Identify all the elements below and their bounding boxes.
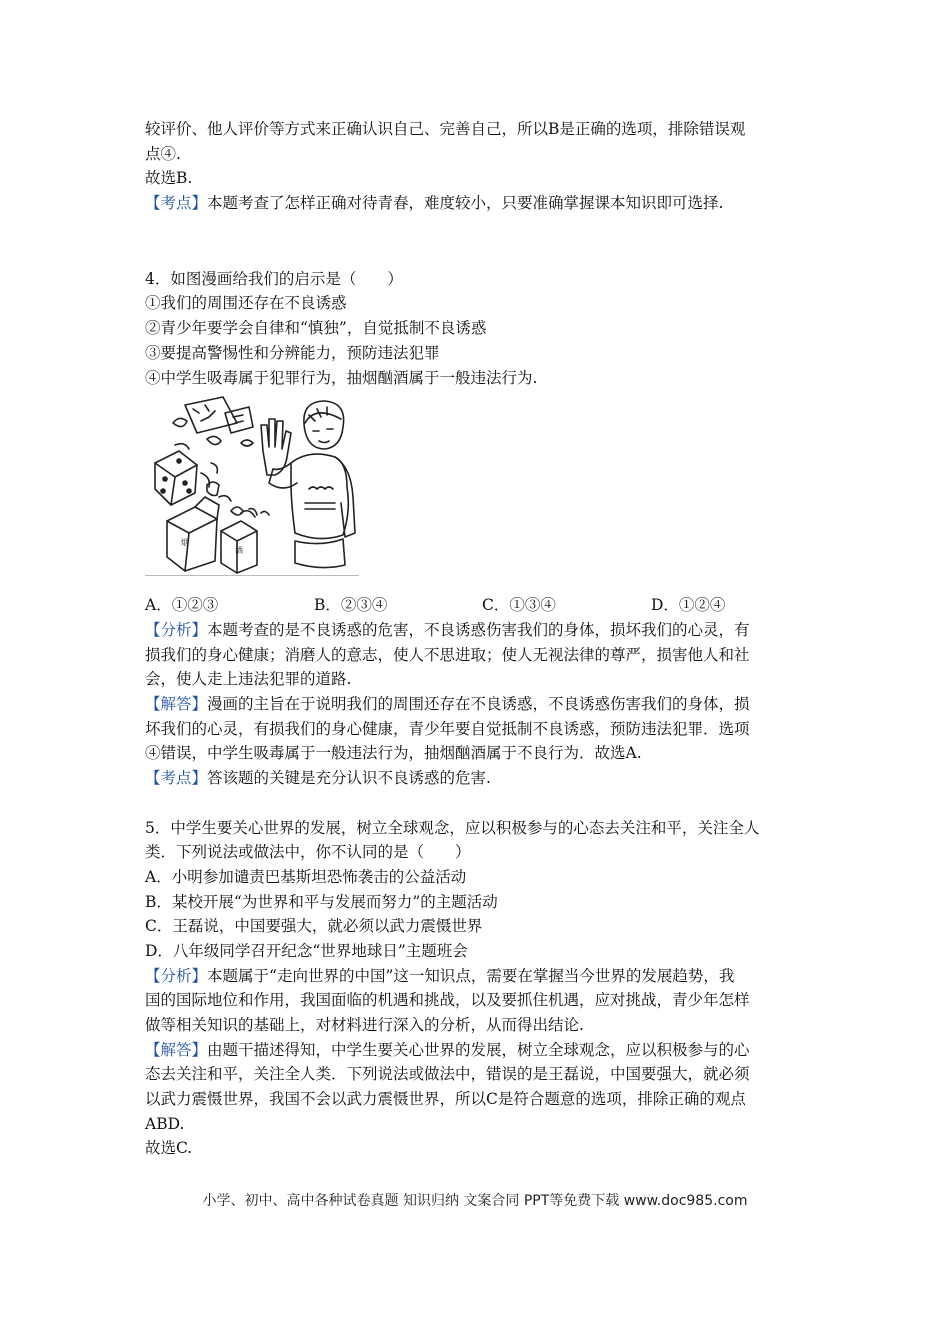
q3-kaodian: [145, 192, 723, 214]
q4-fenxi-line-3: 会，使人走上违法犯罪的道路.: [145, 670, 352, 688]
q5-jieda-line-4: ABD.: [145, 1115, 185, 1133]
q5-stem-line-1: 5．中学生要关心世界的发展，树立全球观念，应以积极参与的心态去关注和平，关注全人: [145, 819, 760, 837]
q4-option-d: D．①②④: [651, 596, 726, 614]
box-label-yan: 烟: [181, 538, 189, 547]
q4-item-4: ④中学生吸毒属于犯罪行为，抽烟酗酒属于一般违法行为.: [145, 369, 538, 387]
q5-option-d: D．八年级同学召开纪念“世界地球日”主题班会: [145, 942, 468, 960]
q5-jieda-line-2: 态去关注和平，关注全人类．下列说法或做法中，错误的是王磊说，中国要强大，就必须: [145, 1065, 750, 1083]
q4-item-3: ③要提高警惕性和分辨能力，预防违法犯罪: [145, 344, 440, 362]
kaodian-tag: 【考点】: [145, 194, 208, 212]
q5-fenxi-line-3: 做等相关知识的基础上，对材料进行深入的分析，从而得出结论.: [145, 1016, 584, 1034]
q5-option-c: C．王磊说，中国要强大，就必须以武力震慑世界: [145, 917, 483, 935]
q5-answer: 故选C.: [145, 1139, 193, 1157]
q4-fenxi-line-2: 损我们的身心健康；消磨人的意志，使人不思进取；使人无视法律的尊严，损害他人和社: [145, 646, 750, 664]
q5-stem-line-2: 类．下列说法或做法中，你不认同的是（ ）: [145, 843, 471, 861]
comic-illustration: [145, 393, 357, 575]
q4-kaodian: 【考点】答该题的关键是充分认识不良诱惑的危害.: [145, 769, 491, 787]
kaodian-text: 本题考查了怎样正确对待青春，难度较小，只要准确掌握课本知识即可选择.: [207, 194, 724, 212]
q3-answer: 故选B.: [145, 169, 193, 187]
q4-option-c: C．①③④: [482, 596, 556, 614]
q5-fenxi-line-2: 国的国际地位和作用，我国面临的机遇和挑战，以及要抓住机遇，应对挑战，青少年怎样: [145, 991, 750, 1009]
q5-option-b: B．某校开展“为世界和平与发展而努力”的主题活动: [145, 893, 498, 911]
box-label-jiu: 酒: [235, 546, 243, 555]
q4-item-1: ①我们的周围还存在不良诱惑: [145, 294, 347, 312]
q5-jieda-line-1: 【解答】由题干描述得知，中学生要关心世界的发展，树立全球观念，应以积极参与的心: [145, 1041, 750, 1059]
fenxi-tag: 【分析】: [145, 967, 208, 985]
q5-option-a: A．小明参加谴责巴基斯坦恐怖袭击的公益活动: [145, 868, 467, 886]
q4-option-a: A．①②③: [145, 596, 219, 614]
q5-jieda-line-3: 以武力震慑世界，我国不会以武力震慑世界，所以C是符合题意的选项，排除正确的观点: [145, 1090, 746, 1108]
image-divider: [145, 575, 359, 576]
q4-option-b: B．②③④: [314, 596, 388, 614]
q4-item-2: ②青少年要学会自律和“慎独”，自觉抵制不良诱惑: [145, 319, 487, 337]
jieda-tag: 【解答】: [145, 1041, 208, 1059]
q4-jieda-line-2: 坏我们的心灵，有损我们的身心健康，青少年要自觉抵制不良诱惑，预防违法犯罪．选项: [145, 720, 750, 738]
q3-text-line-1: 较评价、他人评价等方式来正确认识自己、完善自己，所以B是正确的选项，排除错误观: [145, 120, 746, 138]
q4-jieda-line-1: 【解答】漫画的主旨在于说明我们的周围还存在不良诱惑，不良诱惑伤害我们的身体，损: [145, 695, 750, 713]
page-footer: 小学、初中、高中各种试卷真题 知识归纳 文案合同 PPT等免费下载 www.doc985.com: [202, 1193, 748, 1209]
fenxi-tag: 【分析】: [145, 621, 208, 639]
q4-fenxi-line-1: 【分析】本题考查的是不良诱惑的危害，不良诱惑伤害我们的身体，损坏我们的心灵，有: [145, 621, 750, 639]
q5-fenxi-line-1: 【分析】本题属于“走向世界的中国”这一知识点，需要在掌握当今世界的发展趋势，我: [145, 967, 735, 985]
q3-text-line-2: 点④.: [145, 145, 181, 163]
q4-stem: 4．如图漫画给我们的启示是（ ）: [145, 270, 403, 288]
q4-jieda-line-3: ④错误，中学生吸毒属于一般违法行为，抽烟酗酒属于不良行为．故选A.: [145, 744, 642, 762]
jieda-tag: 【解答】: [145, 695, 208, 713]
kaodian-tag: 【考点】: [145, 769, 208, 787]
